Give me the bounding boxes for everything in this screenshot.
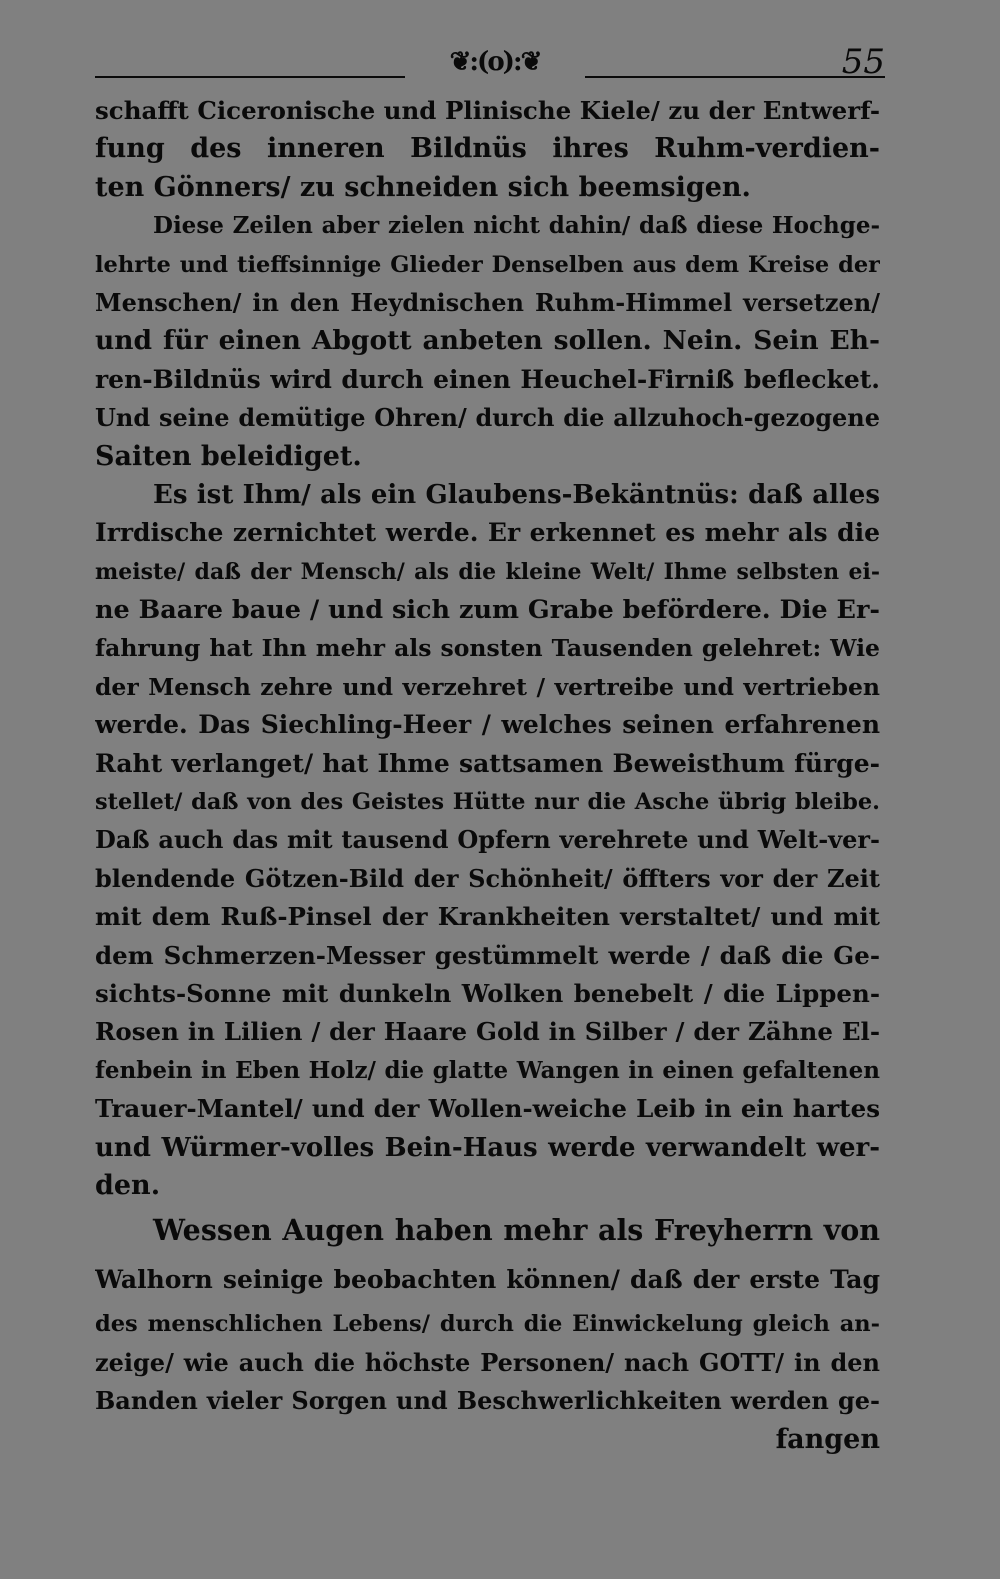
text-line: des menschlichen Lebens/ durch die Einwickelung gleich an- <box>95 1311 880 1338</box>
text-line: Banden vieler Sorgen und Beschwerlichkeiten werden ge- <box>95 1386 880 1416</box>
text-line: Rosen in Lilien / der Haare Gold in Silber / der Zähne El- <box>95 1017 880 1047</box>
text-line: lehrte und tieffsinnige Glieder Denselben aus dem Kreise der <box>95 251 880 278</box>
text-line: ne Baare baue / und sich zum Grabe befördere. Die Er- <box>95 595 880 626</box>
text-line: schafft Ciceronische und Plinische Kiele/ zu der Entwerf- <box>95 96 880 125</box>
page-number: 55 <box>841 42 885 82</box>
text-line: stellet/ daß von des Geistes Hütte nur die Asche übrig bleibe. <box>95 789 880 816</box>
text-line: meiste/ daß der Mensch/ als die kleine Welt/ Ihme selbsten ei- <box>95 558 880 585</box>
text-line: mit dem Ruß-Pinsel der Krankheiten verstaltet/ und mit <box>95 902 880 932</box>
text-line: Diese Zeilen aber zielen nicht dahin/ daß diese Hochge- <box>153 212 880 240</box>
text-line: Daß auch das mit tausend Opfern verehrete und Welt-ver- <box>95 825 880 855</box>
text-line: Irrdische zernichtet werde. Er erkennet es mehr als die <box>95 518 880 548</box>
text-line: der Mensch zehre und verzehret / vertreibe und vertrieben <box>95 672 880 701</box>
text-line: ten Gönners/ zu schneiden sich beemsigen. <box>95 171 751 203</box>
text-line: und für einen Abgott anbeten sollen. Nein. Sein Eh- <box>95 325 880 357</box>
text-line: werde. Das Siechling-Heer / welches seinen erfahrenen <box>95 710 880 740</box>
page-header <box>95 42 885 92</box>
catchword: fangen <box>775 1423 880 1455</box>
text-line: Saiten beleidiget. <box>95 440 362 472</box>
text-line: dem Schmerzen-Messer gestümmelt werde / daß die Ge- <box>95 940 880 970</box>
text-line: Wessen Augen haben mehr als Freyherrn von <box>153 1213 880 1248</box>
text-line: Trauer-Mantel/ und der Wollen-weiche Leib in ein hartes <box>95 1094 880 1124</box>
text-line: fenbein in Eben Holz/ die glatte Wangen in einen gefaltenen <box>95 1056 880 1084</box>
text-line: Menschen/ in den Heydnischen Ruhm-Himmel versetzen/ <box>95 287 880 317</box>
text-line: ren-Bildnüs wird durch einen Heuchel-Firniß beflecket. <box>95 364 880 394</box>
text-body <box>95 92 880 1459</box>
text-line: Und seine demütige Ohren/ durch die allzuhoch-gezogene <box>95 403 880 433</box>
ornament-text: ❦:(o):❦ <box>449 47 541 77</box>
text-line: zeige/ wie auch die höchste Personen/ nach GOTT/ in den <box>95 1347 880 1377</box>
text-line: fung des inneren Bildnüs ihres Ruhm-verdien- <box>95 133 880 165</box>
text-line: fahrung hat Ihn mehr als sonsten Tausenden gelehret: Wie <box>95 634 880 663</box>
text-line: blendende Götzen-Bild der Schönheit/ öffters vor der Zeit <box>95 863 880 893</box>
text-line: Raht verlanget/ hat Ihme sattsamen Beweisthum fürge- <box>95 748 880 778</box>
text-line: den. <box>95 1169 161 1201</box>
header-ornament <box>405 42 585 82</box>
text-line: Es ist Ihm/ als ein Glaubens-Bekäntnüs: daß alles <box>153 479 880 510</box>
text-line: und Würmer-volles Bein-Haus werde verwandelt wer- <box>95 1132 880 1163</box>
text-line: Walhorn seinige beobachten können/ daß der erste Tag <box>95 1265 880 1295</box>
text-line: sichts-Sonne mit dunkeln Wolken benebelt / die Lippen- <box>95 978 880 1008</box>
